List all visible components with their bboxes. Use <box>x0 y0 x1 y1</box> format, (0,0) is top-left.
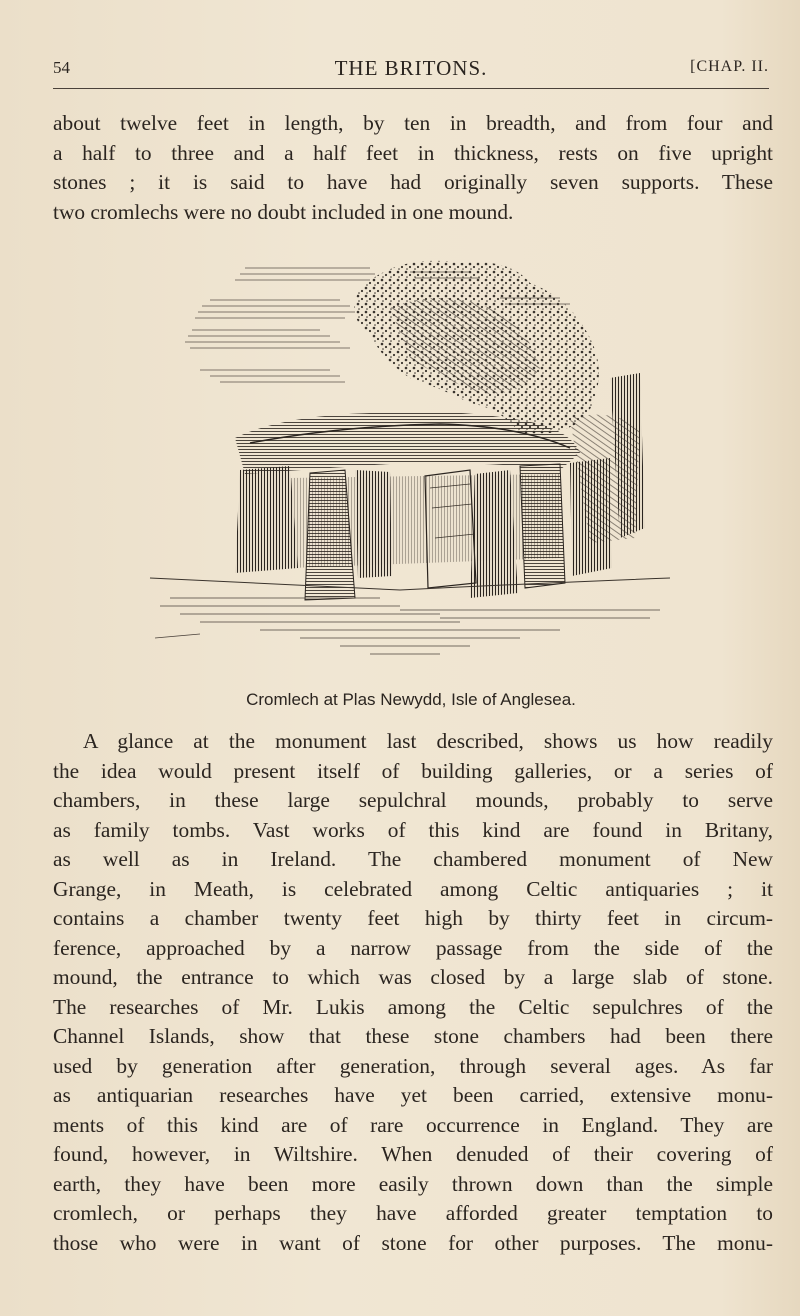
text-line: A glance at the monument last described, shows us how readily <box>83 729 773 753</box>
text-line: ference, approached by a narrow passage from the side of the <box>53 935 773 960</box>
support-stone <box>235 466 298 573</box>
text-line: a half to three and a half feet in thickness, rests on five upright <box>53 140 773 165</box>
text-line: as antiquarian researches have yet been carried, extensive monu- <box>53 1083 773 1107</box>
running-title: THE BRITONS. <box>334 56 488 80</box>
support-stone <box>570 458 612 576</box>
page-header <box>53 52 769 89</box>
text-line: about twelve feet in length, by ten in breadth, and from four and <box>53 111 773 135</box>
paragraph-1 <box>53 109 773 227</box>
text-line: used by generation after generation, through several ages. As far <box>53 1053 773 1078</box>
ground-hatching <box>155 598 660 654</box>
text-line: two cromlechs were no doubt included in one mound. <box>53 199 514 224</box>
text-line: as family tombs. Vast works of this kind are found in Britany, <box>53 817 773 842</box>
text-line: contains a chamber twenty feet high by thirty feet in circum- <box>53 906 773 930</box>
text-line: mound, the entrance to which was closed by a large slab of stone. <box>53 965 773 989</box>
text-line: Channel Islands, show that these stone chambers had been there <box>53 1024 773 1048</box>
text-line: as well as in Ireland. The chambered monument of New <box>53 847 773 871</box>
text-line: stones ; it is said to have had originally seven supports. These <box>53 170 773 194</box>
text-line: those who were in want of stone for other purposes. The monu- <box>53 1230 773 1255</box>
text-line: the idea would present itself of building galleries, or a series of <box>53 758 773 783</box>
cromlech-illustration <box>140 238 680 680</box>
paragraph-2 <box>53 727 773 1258</box>
text-line: The researches of Mr. Lukis among the Celtic sepulchres of the <box>53 994 773 1019</box>
text-line: cromlech, or perhaps they have afforded greater temptation to <box>53 1201 773 1225</box>
chapter-label: [CHAP. II. <box>690 58 769 75</box>
figure-caption: Cromlech at Plas Newydd, Isle of Anglesea. <box>246 690 576 709</box>
text-line: chambers, in these large sepulchral mounds, probably to serve <box>53 788 773 812</box>
text-line: ments of this kind are of rare occurrence in England. They are <box>53 1112 773 1137</box>
page-number: 54 <box>53 58 70 77</box>
text-line: earth, they have been more easily thrown down than the simple <box>53 1171 773 1196</box>
text-line: Grange, in Meath, is celebrated among Celtic antiquaries ; it <box>53 876 773 901</box>
text-line: found, however, in Wiltshire. When denuded of their covering of <box>53 1142 773 1166</box>
